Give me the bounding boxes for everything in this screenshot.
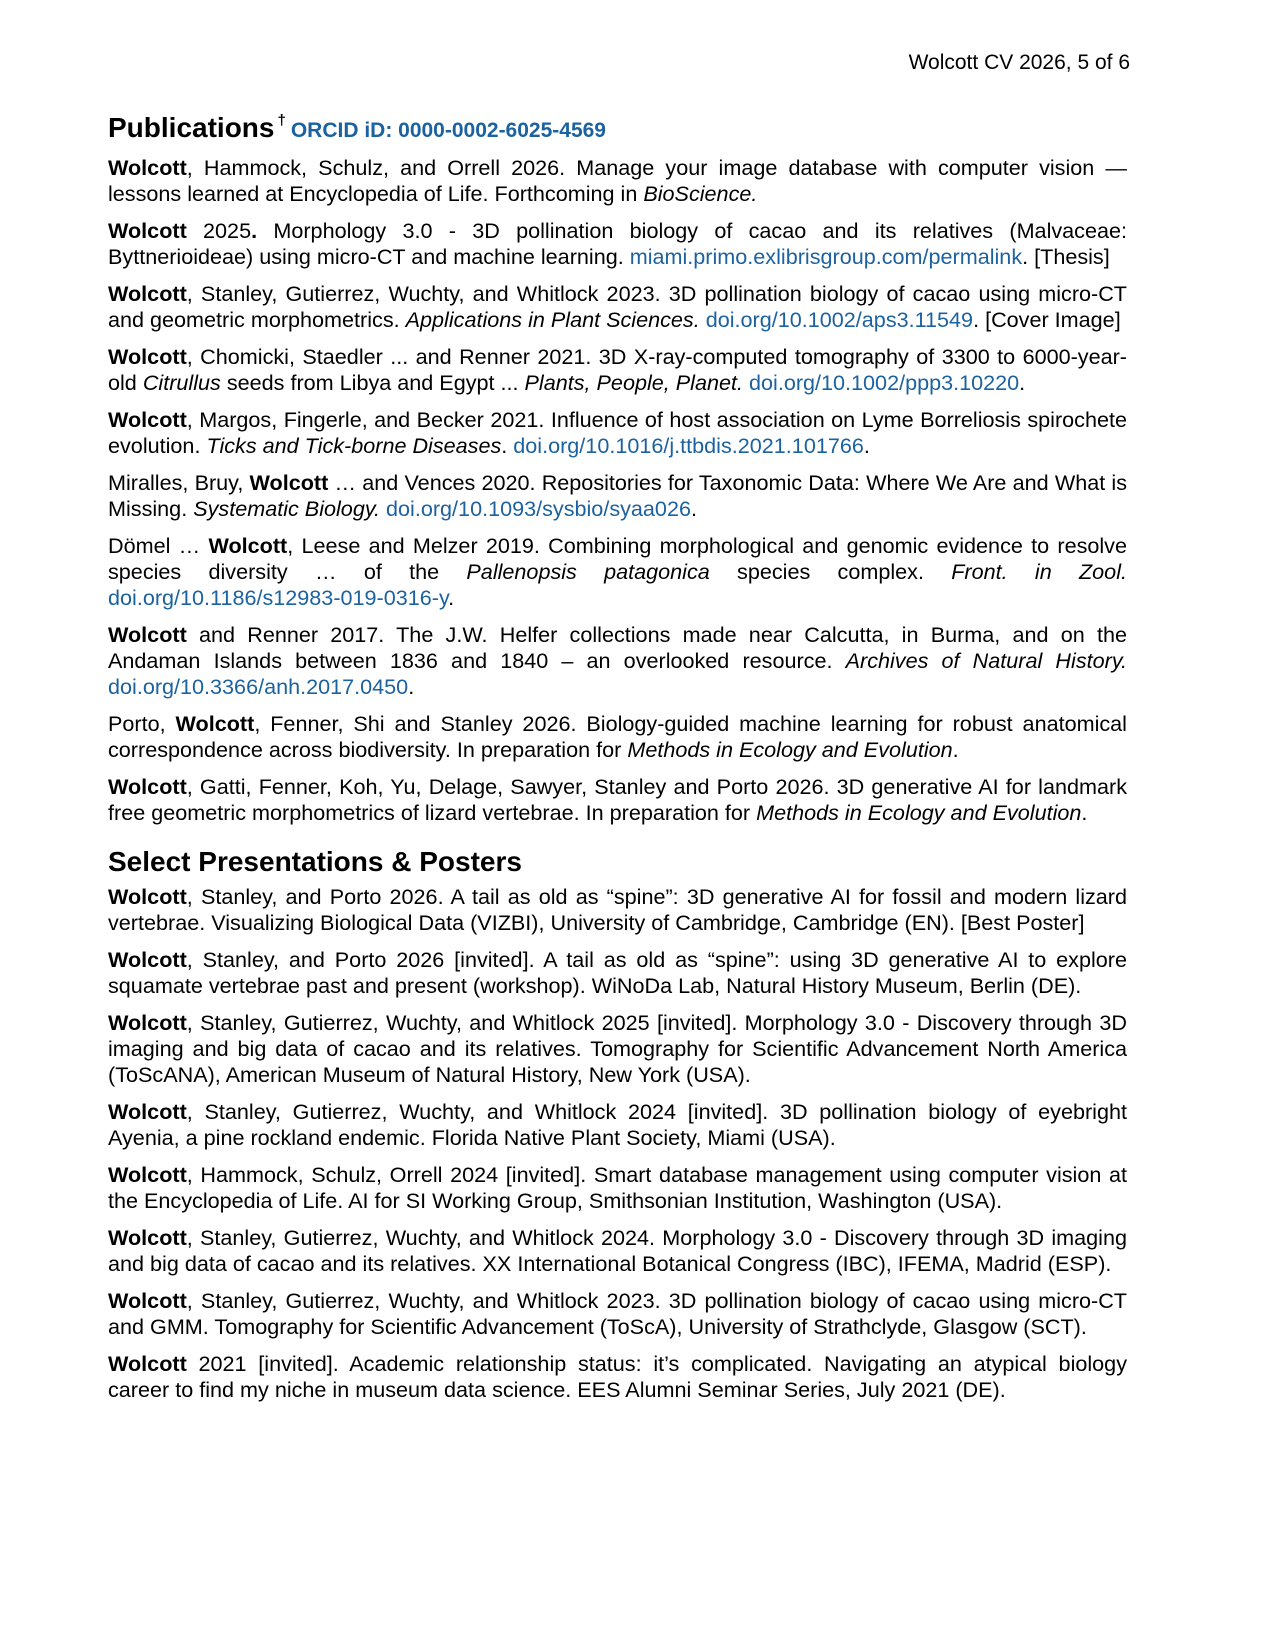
publication-entry: Wolcott, Chomicki, Staedler ... and Renner 2021. 3D X-ray-computed tomography of 3300 to 6000-year-old Citrullus seeds from Libya and Egypt ... Plants, People, Planet. doi.org/10.1002/ppp3.10220. (108, 344, 1127, 395)
presentation-entry: Wolcott, Stanley, and Porto 2026 [invited]. A tail as old as “spine”: using 3D generative AI to explore squamate vertebrae past and present (workshop). WiNoDa Lab, Natural History Museum, Berlin (DE). (108, 947, 1127, 998)
publication-entry: Wolcott, Stanley, Gutierrez, Wuchty, and Whitlock 2023. 3D pollination biology of cacao using micro-CT and geometric morphometrics. Applications in Plant Sciences. doi.org/10.1002/aps3.11549. [Cover Image] (108, 281, 1127, 332)
publication-entry: Porto, Wolcott, Fenner, Shi and Stanley 2026. Biology-guided machine learning for robust anatomical correspondence across biodiversity. In preparation for Methods in Ecology and Evolution. (108, 711, 1127, 762)
publication-entry: Wolcott 2025. Morphology 3.0 - 3D pollination biology of cacao and its relatives (Malvaceae: Byttnerioideae) using micro-CT and machine learning. miami.primo.exlibrisgroup.com/permalink. [Thesis] (108, 218, 1127, 269)
doi-link[interactable]: doi.org/10.1002/ppp3.10220 (749, 370, 1020, 395)
doi-link[interactable]: doi.org/10.1186/s12983-019-0316-y (108, 585, 449, 610)
publications-title: Publications (108, 112, 275, 143)
page-header: Wolcott CV 2026, 5 of 6 (908, 51, 1130, 74)
presentation-entry: Wolcott 2021 [invited]. Academic relationship status: it’s complicated. Navigating an atypical biology career to find my niche in museum data science. EES Alumni Seminar Series, July 2021 (DE). (108, 1351, 1127, 1402)
publication-entry: Wolcott and Renner 2017. The J.W. Helfer collections made near Calcutta, in Burma, and on the Andaman Islands between 1836 and 1840 – an overlooked resource. Archives of Natural History. doi.org/10.3366/anh.2017.0450. (108, 622, 1128, 699)
thesis-link[interactable]: miami.primo.exlibrisgroup.com/permalink (629, 244, 1023, 269)
publication-entry: Wolcott, Gatti, Fenner, Koh, Yu, Delage, Sawyer, Stanley and Porto 2026. 3D generative AI for landmark free geometric morphometrics of lizard vertebrae. In preparation for Methods in Ecology and Evolution. (108, 774, 1127, 825)
orcid-link[interactable]: ORCID iD: 0000-0002-6025-4569 (290, 119, 606, 142)
presentation-entry: Wolcott, Hammock, Schulz, Orrell 2024 [invited]. Smart database management using computer vision at the Encyclopedia of Life. AI for SI Working Group, Smithsonian Institution, Washington (USA). (108, 1162, 1127, 1213)
doi-link[interactable]: doi.org/10.3366/anh.2017.0450 (108, 674, 409, 699)
publication-entry: Wolcott, Hammock, Schulz, and Orrell 2026. Manage your image database with computer vision — lessons learned at Encyclopedia of Life. Forthcoming in BioScience. (108, 155, 1127, 206)
presentation-entry: Wolcott, Stanley, Gutierrez, Wuchty, and Whitlock 2025 [invited]. Morphology 3.0 - Discovery through 3D imaging and big data of cacao and its relatives. Tomography for Scientific Advancement North America (ToScANA), American Museum of Natural History, New York (USA). (108, 1010, 1127, 1087)
publication-entry: Miralles, Bruy, Wolcott … and Vences 2020. Repositories for Taxonomic Data: Where We Are and What is Missing. Systematic Biology. doi.org/10.1093/sysbio/syaa026. (108, 470, 1127, 521)
publication-list (108, 155, 1127, 826)
publication-entry: Wolcott, Margos, Fingerle, and Becker 2021. Influence of host association on Lyme Borreliosis spirochete evolution. Ticks and Tick-borne Diseases. doi.org/10.1016/j.ttbdis.2021.101766. (108, 407, 1127, 458)
presentation-entry: Wolcott, Stanley, and Porto 2026. A tail as old as “spine”: 3D generative AI for fossil and modern lizard vertebrae. Visualizing Biological Data (VIZBI), University of Cambridge, Cambridge (EN). [Best Poster] (108, 884, 1127, 935)
presentation-entry: Wolcott, Stanley, Gutierrez, Wuchty, and Whitlock 2024. Morphology 3.0 - Discovery through 3D imaging and big data of cacao and its relatives. XX International Botanical Congress (IBC), IFEMA, Madrid (ESP). (108, 1225, 1127, 1276)
presentation-entry: Wolcott, Stanley, Gutierrez, Wuchty, and Whitlock 2024 [invited]. 3D pollination biology of eyebright Ayenia, a pine rockland endemic. Florida Native Plant Society, Miami (USA). (108, 1099, 1127, 1150)
publication-entry: Dömel … Wolcott, Leese and Melzer 2019. Combining morphological and genomic evidence to resolve species diversity … of the Pallenopsis patagonica species complex. Front. in Zool. doi.org/10.1186/s12983-019-0316-y. (108, 533, 1127, 610)
doi-link[interactable]: doi.org/10.1016/j.ttbdis.2021.101766 (513, 433, 864, 458)
presentation-entry: Wolcott, Stanley, Gutierrez, Wuchty, and Whitlock 2023. 3D pollination biology of cacao using micro-CT and GMM. Tomography for Scientific Advancement (ToScA), University of Strathclyde, Glasgow (SCT). (108, 1288, 1127, 1339)
dagger-mark: † (277, 112, 286, 129)
doi-link[interactable]: doi.org/10.1093/sysbio/syaa026 (386, 496, 691, 521)
presentation-list (108, 884, 1127, 1403)
presentations-heading: Select Presentations & Posters (108, 846, 522, 877)
doi-link[interactable]: doi.org/10.1002/aps3.11549 (705, 307, 974, 332)
publications-heading (108, 105, 1127, 147)
